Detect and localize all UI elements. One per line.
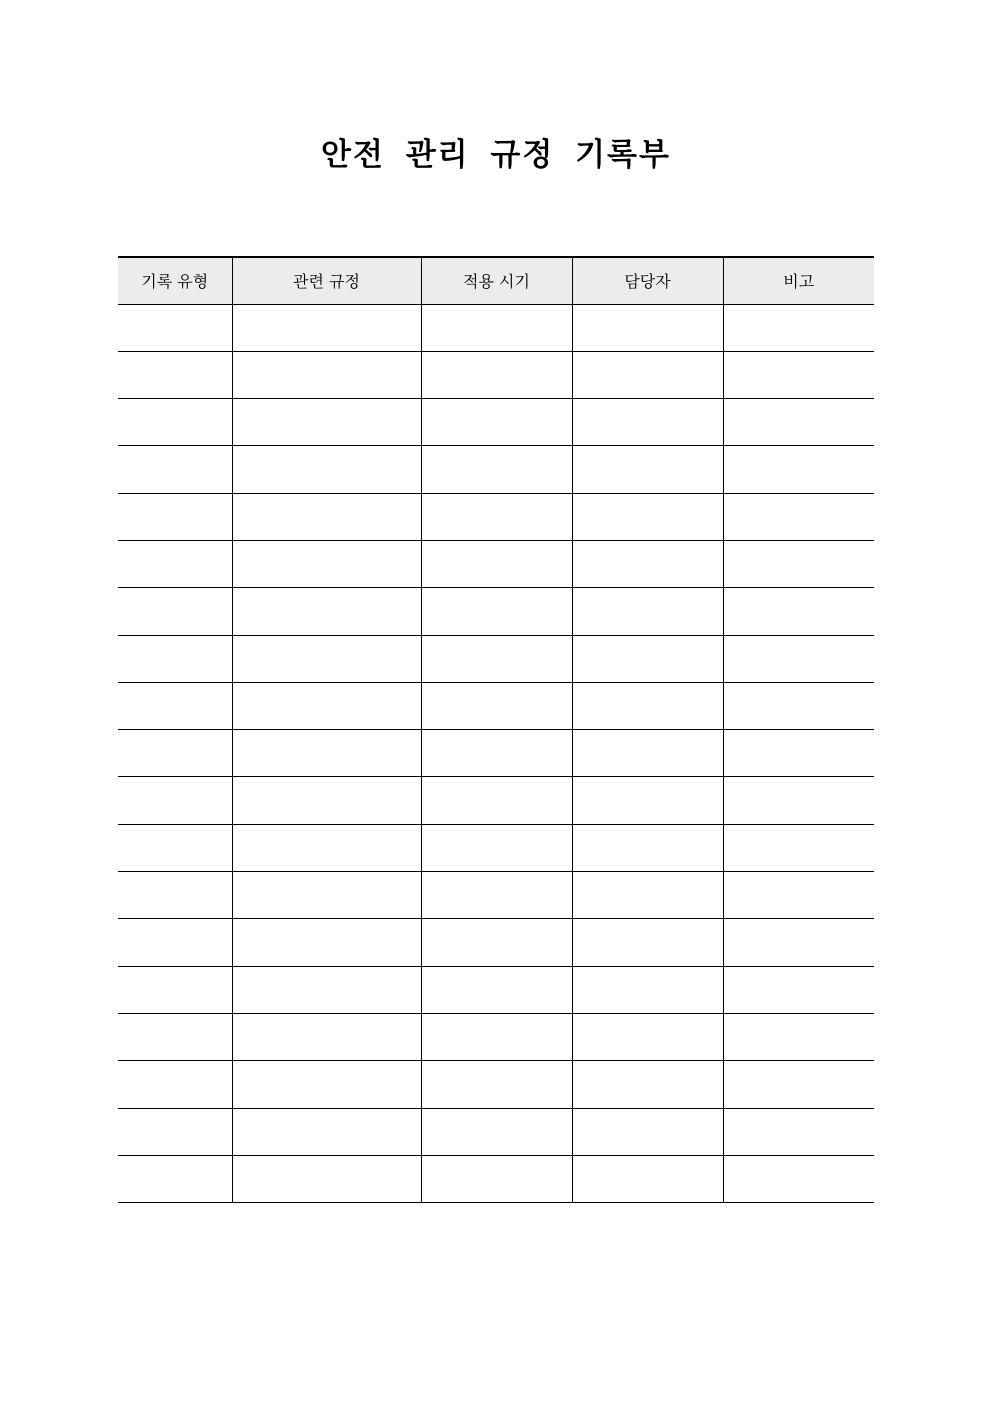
related-regulation-cell[interactable] [232, 1155, 421, 1202]
person-in-charge-cell[interactable] [572, 399, 723, 446]
header-person-in-charge: 담당자 [572, 257, 723, 304]
person-in-charge-cell[interactable] [572, 1155, 723, 1202]
application-period-cell[interactable] [421, 399, 572, 446]
person-in-charge-cell[interactable] [572, 1013, 723, 1060]
record-type-cell[interactable] [118, 493, 232, 540]
record-type-cell[interactable] [118, 1108, 232, 1155]
related-regulation-cell[interactable] [232, 446, 421, 493]
table-row [118, 872, 874, 919]
person-in-charge-cell[interactable] [572, 446, 723, 493]
related-regulation-cell[interactable] [232, 540, 421, 587]
person-in-charge-cell[interactable] [572, 588, 723, 635]
remarks-cell[interactable] [723, 730, 874, 777]
record-type-cell[interactable] [118, 824, 232, 871]
person-in-charge-cell[interactable] [572, 351, 723, 398]
remarks-cell[interactable] [723, 399, 874, 446]
related-regulation-cell[interactable] [232, 682, 421, 729]
table-row [118, 493, 874, 540]
related-regulation-cell[interactable] [232, 1061, 421, 1108]
record-type-cell[interactable] [118, 399, 232, 446]
header-application-period: 적용 시기 [421, 257, 572, 304]
record-type-cell[interactable] [118, 730, 232, 777]
table-row [118, 1155, 874, 1202]
record-type-cell[interactable] [118, 966, 232, 1013]
person-in-charge-cell[interactable] [572, 1108, 723, 1155]
person-in-charge-cell[interactable] [572, 919, 723, 966]
person-in-charge-cell[interactable] [572, 777, 723, 824]
person-in-charge-cell[interactable] [572, 824, 723, 871]
table-row [118, 399, 874, 446]
remarks-cell[interactable] [723, 966, 874, 1013]
remarks-cell[interactable] [723, 540, 874, 587]
record-type-cell[interactable] [118, 304, 232, 351]
table-row [118, 730, 874, 777]
application-period-cell[interactable] [421, 1155, 572, 1202]
related-regulation-cell[interactable] [232, 730, 421, 777]
related-regulation-cell[interactable] [232, 777, 421, 824]
related-regulation-cell[interactable] [232, 966, 421, 1013]
remarks-cell[interactable] [723, 824, 874, 871]
record-type-cell[interactable] [118, 446, 232, 493]
record-type-cell[interactable] [118, 777, 232, 824]
related-regulation-cell[interactable] [232, 1108, 421, 1155]
record-type-cell[interactable] [118, 1013, 232, 1060]
related-regulation-cell[interactable] [232, 351, 421, 398]
record-type-cell[interactable] [118, 540, 232, 587]
related-regulation-cell[interactable] [232, 493, 421, 540]
record-type-cell[interactable] [118, 1155, 232, 1202]
header-remarks: 비고 [723, 257, 874, 304]
remarks-cell[interactable] [723, 351, 874, 398]
application-period-cell[interactable] [421, 824, 572, 871]
person-in-charge-cell[interactable] [572, 493, 723, 540]
application-period-cell[interactable] [421, 304, 572, 351]
table-row [118, 682, 874, 729]
application-period-cell[interactable] [421, 966, 572, 1013]
remarks-cell[interactable] [723, 872, 874, 919]
table-row [118, 824, 874, 871]
person-in-charge-cell[interactable] [572, 540, 723, 587]
header-row [118, 257, 874, 304]
application-period-cell[interactable] [421, 493, 572, 540]
remarks-cell[interactable] [723, 493, 874, 540]
application-period-cell[interactable] [421, 540, 572, 587]
remarks-cell[interactable] [723, 1061, 874, 1108]
table-row [118, 304, 874, 351]
record-type-cell[interactable] [118, 635, 232, 682]
person-in-charge-cell[interactable] [572, 304, 723, 351]
remarks-cell[interactable] [723, 1013, 874, 1060]
table-row [118, 588, 874, 635]
related-regulation-cell[interactable] [232, 304, 421, 351]
remarks-cell[interactable] [723, 446, 874, 493]
related-regulation-cell[interactable] [232, 872, 421, 919]
person-in-charge-cell[interactable] [572, 730, 723, 777]
application-period-cell[interactable] [421, 1013, 572, 1060]
application-period-cell[interactable] [421, 682, 572, 729]
record-type-cell[interactable] [118, 872, 232, 919]
page-title: 안전 관리 규정 기록부 [321, 137, 671, 173]
related-regulation-cell[interactable] [232, 824, 421, 871]
person-in-charge-cell[interactable] [572, 872, 723, 919]
table-body [118, 304, 874, 1203]
application-period-cell[interactable] [421, 446, 572, 493]
table-row [118, 635, 874, 682]
remarks-cell[interactable] [723, 635, 874, 682]
table-row [118, 351, 874, 398]
record-type-cell[interactable] [118, 1061, 232, 1108]
remarks-cell[interactable] [723, 588, 874, 635]
application-period-cell[interactable] [421, 1061, 572, 1108]
person-in-charge-cell[interactable] [572, 1061, 723, 1108]
related-regulation-cell[interactable] [232, 399, 421, 446]
person-in-charge-cell[interactable] [572, 635, 723, 682]
remarks-cell[interactable] [723, 1155, 874, 1202]
application-period-cell[interactable] [421, 351, 572, 398]
person-in-charge-cell[interactable] [572, 966, 723, 1013]
table-row [118, 1108, 874, 1155]
record-type-cell[interactable] [118, 682, 232, 729]
table-header [118, 257, 874, 304]
remarks-cell[interactable] [723, 777, 874, 824]
related-regulation-cell[interactable] [232, 919, 421, 966]
remarks-cell[interactable] [723, 304, 874, 351]
table-row [118, 919, 874, 966]
related-regulation-cell[interactable] [232, 635, 421, 682]
table-row [118, 1013, 874, 1060]
application-period-cell[interactable] [421, 1108, 572, 1155]
record-type-cell[interactable] [118, 351, 232, 398]
header-related-regulation: 관련 규정 [232, 257, 421, 304]
application-period-cell[interactable] [421, 588, 572, 635]
related-regulation-cell[interactable] [232, 1013, 421, 1060]
related-regulation-cell[interactable] [232, 588, 421, 635]
header-record-type: 기록 유형 [118, 257, 232, 304]
record-type-cell[interactable] [118, 588, 232, 635]
application-period-cell[interactable] [421, 872, 572, 919]
table-row [118, 1061, 874, 1108]
record-type-cell[interactable] [118, 919, 232, 966]
remarks-cell[interactable] [723, 919, 874, 966]
table-row [118, 966, 874, 1013]
remarks-cell[interactable] [723, 682, 874, 729]
application-period-cell[interactable] [421, 777, 572, 824]
application-period-cell[interactable] [421, 919, 572, 966]
record-table [118, 256, 874, 1203]
application-period-cell[interactable] [421, 635, 572, 682]
person-in-charge-cell[interactable] [572, 682, 723, 729]
table-row [118, 777, 874, 824]
application-period-cell[interactable] [421, 730, 572, 777]
table-row [118, 540, 874, 587]
remarks-cell[interactable] [723, 1108, 874, 1155]
table-row [118, 446, 874, 493]
